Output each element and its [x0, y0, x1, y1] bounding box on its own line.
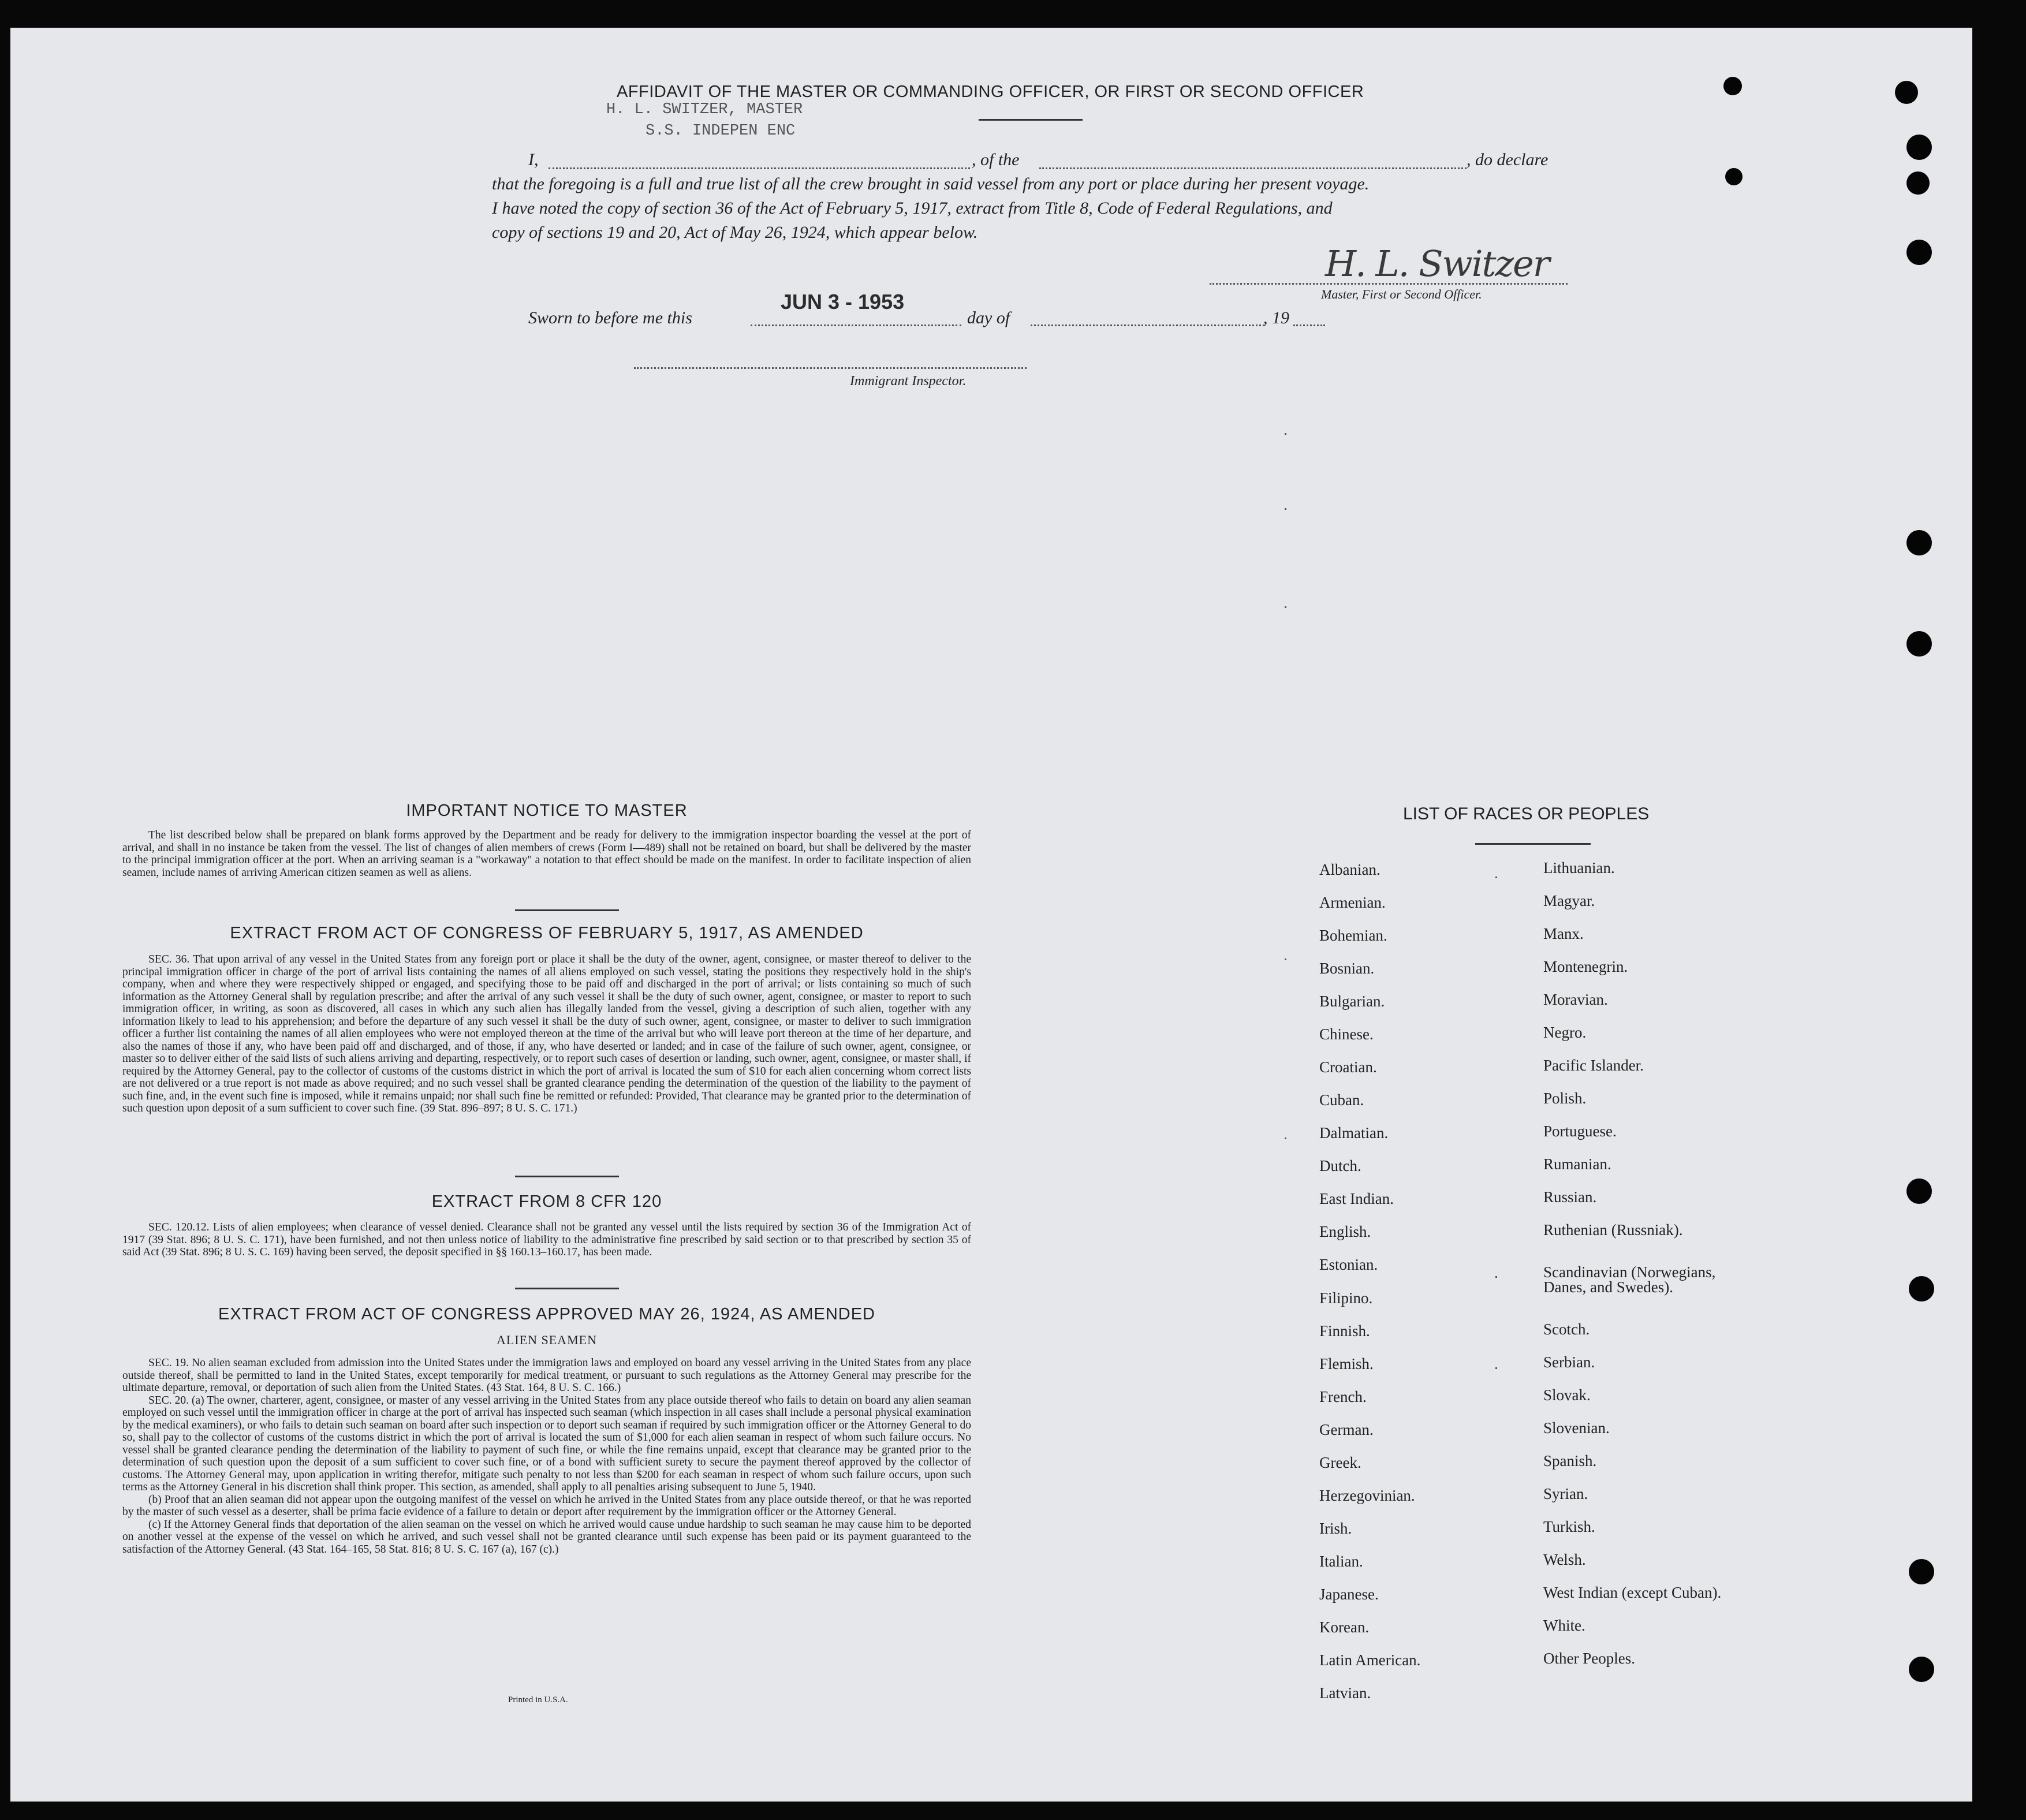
punch-hole: [1895, 81, 1918, 104]
month-field-line[interactable]: [1031, 325, 1264, 326]
race-item: Serbian.: [1543, 1353, 1595, 1371]
do-declare-label: , do declare: [1467, 150, 1549, 169]
race-item: Pacific Islander.: [1543, 1057, 1644, 1074]
race-item: Scotch.: [1543, 1321, 1590, 1338]
race-item: Dutch.: [1319, 1157, 1361, 1174]
race-item: White.: [1543, 1617, 1585, 1634]
master-caption: Master, First or Second Officer.: [1321, 287, 1482, 301]
extract-1924-para-1: SEC. 19. No alien seaman excluded from admission into the United States under the immigration laws and employed on board any vessel arriving in the United States from any place outside thereof, shall be permitted to land in the United States, except temporarily for medical treatment, or pursuant to such regulations as the Attorney General may prescribe for the ultimate departure, removal, or deportation of such alien from the United States. (43 Stat. 164, 8 U. S. C. 166.): [122, 1357, 971, 1394]
divider-2: [515, 1176, 619, 1177]
race-item: Ruthenian (Russniak).: [1543, 1221, 1683, 1239]
extract-cfr-body: SEC. 120.12. Lists of alien employees; when clearance of vessel denied. Clearance shall not be granted any vessel until the lists required by section 36 of the Immigration Act of 1917 (39 Stat. 896; 8 U. S. C. 171), have been furnished, and not then unless notice of liability to the administrative fine prescribed by said section or to that prescribed by section 35 of said Act (39 Stat. 896; 8 U. S. C. 169) having been served, the deposit specified in §§ 160.13–160.17, has been made.: [122, 1221, 971, 1258]
fold-speck: [1495, 1367, 1497, 1369]
race-item: West Indian (except Cuban).: [1543, 1584, 1722, 1601]
race-item: Chinese.: [1319, 1025, 1374, 1043]
punch-hole: [1906, 631, 1932, 657]
race-item: Bulgarian.: [1319, 993, 1385, 1010]
sworn-date-stamp: JUN 3 - 1953: [781, 290, 905, 314]
race-item: Filipino.: [1319, 1289, 1373, 1307]
race-item: English.: [1319, 1223, 1371, 1240]
race-item: Manx.: [1543, 925, 1584, 942]
punch-hole: [1909, 1559, 1934, 1584]
punch-hole: [1906, 1178, 1932, 1204]
race-item: Dalmatian.: [1319, 1124, 1389, 1142]
punch-hole: [1906, 171, 1930, 195]
fold-speck: [1285, 959, 1286, 960]
fold-speck: [1495, 877, 1497, 878]
of-the-label: , of the: [972, 150, 1020, 169]
printed-in-usa: Printed in U.S.A.: [508, 1695, 568, 1705]
race-item: Latin American.: [1319, 1651, 1421, 1669]
fold-speck: [1285, 606, 1286, 608]
extract-1924-body: [122, 1357, 971, 1556]
race-item: Moravian.: [1543, 991, 1608, 1008]
fold-speck: [1285, 1138, 1286, 1139]
race-item: Spanish.: [1543, 1452, 1597, 1470]
extract-1924-heading: EXTRACT FROM ACT OF CONGRESS APPROVED MAY 26, 1924, AS AMENDED: [218, 1305, 875, 1323]
divider-1: [515, 909, 619, 911]
race-item: Bohemian.: [1319, 927, 1387, 944]
race-item: Other Peoples.: [1543, 1650, 1635, 1667]
punch-hole: [1725, 168, 1743, 185]
divider-3: [515, 1288, 619, 1289]
race-item: Polish.: [1543, 1090, 1587, 1107]
race-item: Estonian.: [1319, 1256, 1378, 1273]
race-item: Magyar.: [1543, 892, 1595, 909]
races-heading-rule: [1475, 843, 1591, 845]
declaration-line-4: copy of sections 19 and 20, Act of May 26, 1924, which appear below.: [492, 223, 978, 242]
extract-1924-para-2: SEC. 20. (a) The owner, charterer, agent, consignee, or master of any vessel arriving in the United States from any place outside thereof who fails to detain on board any alien seaman employed on such vessel until the immigration officer in charge at the port of arrival has inspected such seaman (which inspection in all cases shall include a personal physical examination by the medical examiners), or who fails to detain such seaman on board after such inspection or to deport such seaman if required by such immigration officer or the Attorney General to do so, shall pay to the collector of customs of the customs district in which the port of arrival is located the sum of $1,000 for each alien seaman in respect of whom such failure occurs. No vessel shall be granted clearance pending the determination of the liability to payment of such fine, or while the fine remains unpaid, except that clearance may be granted prior to the determination of such question upon the deposit of a sum sufficient to cover such fine, or of a bond with sufficient surety to secure the payment thereof approved by the collector of customs. The Attorney General may, upon application in writing therefor, mitigate such penalty to not less than $200 for each seaman in respect of whom such failure occurs, upon such terms as the Attorney General in his discretion shall think proper. This section, as amended, shall apply to all penalties arising subsequent to June 5, 1940.: [122, 1394, 971, 1493]
race-item: French.: [1319, 1388, 1367, 1405]
race-item: Latvian.: [1319, 1684, 1371, 1702]
race-item: Croatian.: [1319, 1058, 1377, 1076]
year-field-line[interactable]: [1293, 325, 1325, 326]
race-item: Slovak.: [1543, 1386, 1591, 1404]
punch-hole: [1909, 1657, 1934, 1682]
name-field-line[interactable]: [549, 167, 970, 169]
races-heading: LIST OF RACES OR PEOPLES: [1403, 804, 1650, 823]
inspector-caption: Immigrant Inspector.: [850, 374, 967, 389]
race-item: Portuguese.: [1543, 1122, 1617, 1140]
punch-hole: [1906, 135, 1932, 160]
punch-hole: [1909, 1276, 1934, 1301]
extract-1917-body: SEC. 36. That upon arrival of any vessel in the United States from any foreign port or place it shall be the duty of the owner, agent, consignee, or master thereof to deliver to the principal immigration officer in charge of the port of arrival lists containing the names of all aliens employed on such vessel, stating the positions they respectively hold in the ship's company, when and where they were respectively shipped or engaged, and specifying those to be paid off and discharged in the port of arrival; or lists containing so much of such information as the Attorney General shall by regulation prescribe; and after the arrival of any such vessel it shall be the duty of such owner, agent, consignee, or master to report to such immigration officer, in writing, as soon as discovered, all cases in which any such alien has illegally landed from the vessel, giving a description of such alien, together with any information likely to lead to his apprehension; and before the departure of any such vessel it shall be the duty of such owner, agent, consignee, or master to deliver to such immigration officer a further list containing the names of all alien employees who were not employed thereon at the time of the arrival but who will leave port thereon at the time of her departure, and also the names of those if any, who have been paid off and discharged, and of those, if any, who have deserted or landed; and in case of the failure of such owner, agent, consignee, or master so to deliver either of the said lists of such aliens arriving and departing, respectively, or to report such cases of desertion or landing, such owner, agent, consignee, or master shall, if required by the Attorney General, pay to the collector of customs of the customs district in which the port of arrival is located the sum of $10 for each alien concerning whom correct lists are not delivered or a true report is not made as above required; and no such vessel shall be granted clearance pending the determination of the question of the liability to the payment of such fine, and, in the event such fine is imposed, while it remains unpaid; nor shall such fine be remitted or refunded: Provided, That clearance may be granted prior to the determination of such question upon deposit of a sum sufficient to cover such fine. (39 Stat. 896–897; 8 U. S. C. 171.): [122, 953, 971, 1114]
notice-heading: IMPORTANT NOTICE TO MASTER: [406, 801, 688, 820]
race-item: Montenegrin.: [1543, 958, 1628, 975]
race-item: Bosnian.: [1319, 960, 1375, 977]
extract-cfr-heading: EXTRACT FROM 8 CFR 120: [431, 1192, 662, 1211]
race-item: Slovenian.: [1543, 1419, 1610, 1437]
sworn-label: Sworn to before me this: [528, 308, 692, 327]
extract-1917-heading: EXTRACT FROM ACT OF CONGRESS OF FEBRUARY 5, 1917, AS AMENDED: [230, 924, 864, 942]
race-item: Albanian.: [1319, 861, 1380, 878]
master-name-stamp: H. L. SWITZER, MASTER: [606, 101, 803, 118]
punch-hole: [1906, 240, 1932, 265]
fold-speck: [1285, 433, 1286, 435]
extract-1924-para-3: (b) Proof that an alien seaman did not appear upon the outgoing manifest of the vessel on which he arrived in the United States from any place outside thereof, or that he was reported by the master of such vessel as a deserter, shall be prima facie evidence of a failure to detain or deport after requirement by the immigration officer or the Attorney General.: [122, 1493, 971, 1518]
notice-body: The list described below shall be prepared on blank forms approved by the Department and be ready for delivery to the immigration inspector boarding the vessel at the port of arrival, and shall in no instance be taken from the vessel. The list of changes of alien members of crews (Form I—489) shall not be retained on board, but shall be delivered by the master to the principal immigration officer at the port. When an arriving seaman is a "workaway" a notation to that effect should be made on the manifest. In order to facilitate inspection of alien seamen, include names of arriving American citizen seamen as well as aliens.: [122, 829, 971, 879]
race-item: Syrian.: [1543, 1485, 1588, 1502]
race-item: Lithuanian.: [1543, 859, 1615, 877]
extract-1924-subheading: ALIEN SEAMEN: [497, 1333, 597, 1347]
race-item: Negro.: [1543, 1024, 1587, 1041]
punch-hole: [1723, 77, 1742, 95]
year-label: , 19: [1263, 308, 1289, 327]
race-item: Greek.: [1319, 1454, 1361, 1471]
punch-hole: [1906, 530, 1932, 555]
sworn-date-line[interactable]: [751, 325, 961, 326]
race-item: Italian.: [1319, 1553, 1363, 1570]
race-item: Armenian.: [1319, 894, 1386, 911]
race-item: Welsh.: [1543, 1551, 1586, 1568]
declaration-line-3: I have noted the copy of section 36 of the Act of February 5, 1917, extract from Title 8, Code of Federal Regulations, and: [492, 199, 1333, 218]
fold-speck: [1285, 508, 1286, 510]
race-item: Finnish.: [1319, 1322, 1370, 1340]
race-item: Japanese.: [1319, 1586, 1379, 1603]
race-item: Irish.: [1319, 1520, 1352, 1537]
race-item: Flemish.: [1319, 1355, 1374, 1373]
race-item: Rumanian.: [1543, 1155, 1611, 1173]
race-item: Herzegovinian.: [1319, 1487, 1415, 1504]
race-item: Cuban.: [1319, 1091, 1364, 1109]
day-of-label: day of: [967, 308, 1010, 327]
race-item: Scandinavian (Norwegians, Danes, and Swedes).: [1543, 1263, 1716, 1296]
race-item: Korean.: [1319, 1618, 1370, 1636]
inspector-signature-line[interactable]: [634, 367, 1027, 369]
race-item: Turkish.: [1543, 1518, 1595, 1535]
vessel-name-stamp: S.S. INDEPEN ENC: [646, 122, 796, 140]
declaration-line-2: that the foregoing is a full and true list of all the crew brought in said vessel from any port or place during her present voyage.: [492, 174, 1370, 193]
affidavit-heading-rule: [979, 119, 1083, 121]
i-label: I,: [528, 150, 539, 169]
fold-speck: [1495, 1276, 1497, 1278]
vessel-field-line[interactable]: [1039, 167, 1467, 169]
extract-1924-para-4: (c) If the Attorney General finds that deportation of the alien seaman on the vessel on which he arrived would cause undue hardship to such seaman he may cause him to be deported on another vessel at the expense of the vessel on which he arrived, and such vessel shall not be granted clearance until such expense has been paid or its payment guaranteed to the satisfaction of the Attorney General. (43 Stat. 164–165, 58 Stat. 816; 8 U. S. C. 167 (a), 167 (c).): [122, 1518, 971, 1556]
master-signature: H. L. Switzer: [1325, 243, 1549, 285]
race-item: German.: [1319, 1421, 1374, 1438]
race-item: East Indian.: [1319, 1190, 1394, 1207]
affidavit-heading: AFFIDAVIT OF THE MASTER OR COMMANDING OFFICER, OR FIRST OR SECOND OFFICER: [617, 83, 1364, 101]
race-item: Russian.: [1543, 1188, 1597, 1206]
